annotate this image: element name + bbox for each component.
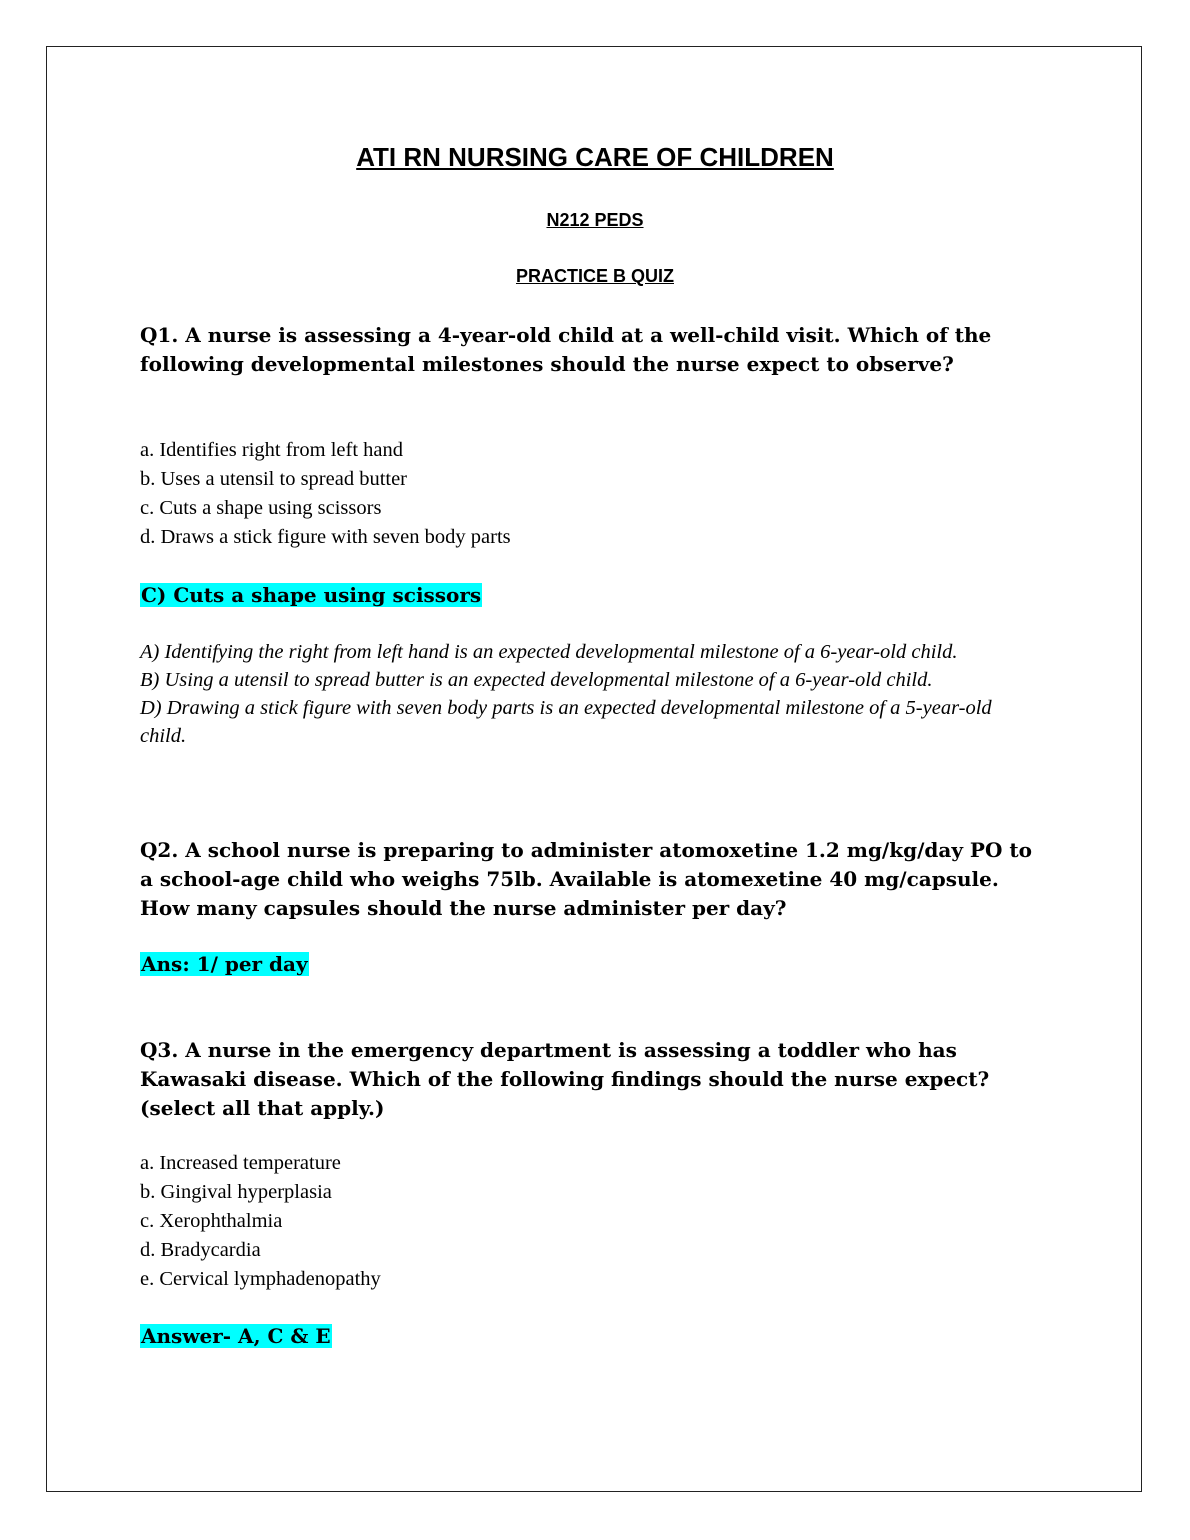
question-2-text: Q2. A school nurse is preparing to administer atomoxetine 1.2 mg/kg/day PO to a school-age child who weighs 75lb. Available is atomexetine 40 mg/capsule. How many capsules should the nurse administer per day? xyxy=(140,838,1032,920)
question-1-text: Q1. A nurse is assessing a 4-year-old child at a well-child visit. Which of the following developmental milestones should the nurse expect to observe? xyxy=(140,323,992,376)
option-a: a. Increased temperature xyxy=(140,1152,341,1174)
document-title: ATI RN NURSING CARE OF CHILDREN xyxy=(356,142,834,172)
rationale-a: A) Identifying the right from left hand is an expected developmental milestone of a 6-year-old child. xyxy=(140,641,958,663)
question-3-text: Q3. A nurse in the emergency department is assessing a toddler who has Kawasaki disease. Which of the following findings should the nurse expect? (select all that apply.) xyxy=(140,1038,990,1120)
course-code: N212 PEDS xyxy=(546,210,644,230)
question-3-options xyxy=(140,1149,1045,1294)
answer-highlight: C) Cuts a shape using scissors xyxy=(141,583,482,607)
option-d: d. Draws a stick figure with seven body parts xyxy=(140,526,511,548)
rationale-d: D) Drawing a stick figure with seven body parts is an expected developmental milestone of a 5-year-old child. xyxy=(140,697,992,747)
question-1-options xyxy=(140,436,1045,552)
option-c: c. Cuts a shape using scissors xyxy=(140,497,382,519)
question-1-rationale xyxy=(140,638,1040,750)
option-b: b. Gingival hyperplasia xyxy=(140,1181,332,1203)
rationale-b: B) Using a utensil to spread butter is an expected developmental milestone of a 6-year-old child. xyxy=(140,669,933,691)
option-a: a. Identifies right from left hand xyxy=(140,439,403,461)
option-d: d. Bradycardia xyxy=(140,1239,261,1261)
option-e: e. Cervical lymphadenopathy xyxy=(140,1268,381,1290)
question-2-answer xyxy=(140,950,1045,978)
question-1-answer xyxy=(140,581,1045,609)
option-b: b. Uses a utensil to spread butter xyxy=(140,468,408,490)
option-c: c. Xerophthalmia xyxy=(140,1210,283,1232)
answer-highlight: Answer- A, C & E xyxy=(141,1324,331,1348)
question-3-answer xyxy=(140,1322,1045,1350)
answer-highlight: Ans: 1/ per day xyxy=(141,952,308,976)
quiz-name: PRACTICE B QUIZ xyxy=(515,266,674,286)
